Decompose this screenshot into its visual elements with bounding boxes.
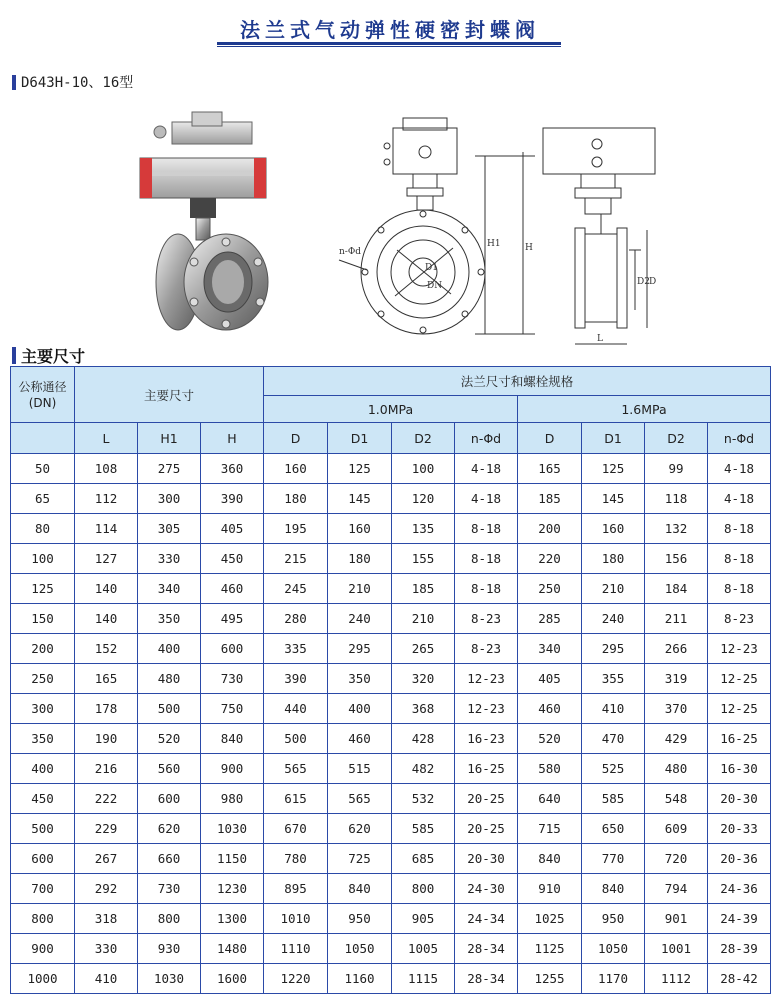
table-cell: 910 (518, 874, 582, 904)
table-cell: 495 (201, 604, 264, 634)
dim-l-label: L (597, 334, 603, 344)
dn-cell: 100 (11, 544, 75, 574)
table-cell: 295 (582, 634, 645, 664)
title-underline (217, 42, 561, 45)
table-cell: 305 (138, 514, 201, 544)
table-cell: 285 (518, 604, 582, 634)
table-cell: 335 (264, 634, 328, 664)
table-cell: 140 (75, 574, 138, 604)
column-header: D2 (392, 423, 455, 454)
dn-cell: 50 (11, 454, 75, 484)
header-dn (11, 367, 75, 423)
table-cell: 8-18 (708, 514, 771, 544)
table-row (11, 844, 771, 874)
column-header: D1 (582, 423, 645, 454)
section-title: 主要尺寸 (21, 347, 86, 366)
table-cell: 405 (518, 664, 582, 694)
table-cell: 390 (201, 484, 264, 514)
table-cell: 4-18 (708, 454, 771, 484)
table-cell: 1010 (264, 904, 328, 934)
table-cell: 350 (328, 664, 392, 694)
table-cell: 215 (264, 544, 328, 574)
table-cell: 1170 (582, 964, 645, 994)
table-cell: 114 (75, 514, 138, 544)
table-cell: 410 (75, 964, 138, 994)
column-header: n-Φd (455, 423, 518, 454)
page-title: 法兰式气动弹性硬密封蝶阀 (240, 18, 540, 42)
table-cell: 127 (75, 544, 138, 574)
table-row (11, 814, 771, 844)
table-cell: 368 (392, 694, 455, 724)
table-cell: 184 (645, 574, 708, 604)
table-cell: 1115 (392, 964, 455, 994)
table-cell: 340 (138, 574, 201, 604)
table-cell: 515 (328, 754, 392, 784)
table-cell: 8-23 (708, 604, 771, 634)
column-header: n-Φd (708, 423, 771, 454)
table-cell: 216 (75, 754, 138, 784)
table-cell: 222 (75, 784, 138, 814)
table-cell: 180 (264, 484, 328, 514)
table-cell: 4-18 (455, 484, 518, 514)
table-cell: 229 (75, 814, 138, 844)
table-cell: 118 (645, 484, 708, 514)
table-cell: 1125 (518, 934, 582, 964)
table-cell: 210 (392, 604, 455, 634)
table-cell: 318 (75, 904, 138, 934)
table-row (11, 754, 771, 784)
table-cell: 930 (138, 934, 201, 964)
table-cell: 100 (392, 454, 455, 484)
header-blank (11, 423, 75, 454)
table-cell: 108 (75, 454, 138, 484)
section-marker (12, 347, 16, 364)
table-cell: 24-36 (708, 874, 771, 904)
table-cell: 12-23 (455, 664, 518, 694)
table-cell: 525 (582, 754, 645, 784)
table-cell: 482 (392, 754, 455, 784)
table-cell: 165 (518, 454, 582, 484)
table-cell: 20-30 (708, 784, 771, 814)
table-cell: 330 (138, 544, 201, 574)
table-cell: 770 (582, 844, 645, 874)
table-cell: 28-39 (708, 934, 771, 964)
table-cell: 350 (138, 604, 201, 634)
dim-h1-label: H1 (487, 239, 501, 249)
table-cell: 1050 (328, 934, 392, 964)
table-cell: 8-18 (455, 574, 518, 604)
table-cell: 20-25 (455, 784, 518, 814)
table-cell: 266 (645, 634, 708, 664)
table-row (11, 934, 771, 964)
table-cell: 28-34 (455, 934, 518, 964)
table-cell: 8-18 (455, 544, 518, 574)
table-cell: 1030 (138, 964, 201, 994)
dimension-drawing (335, 100, 775, 352)
table-body (11, 454, 771, 994)
table-row (11, 694, 771, 724)
dim-h-label: H (525, 243, 533, 253)
table-cell: 905 (392, 904, 455, 934)
table-row (11, 454, 771, 484)
dn-cell: 200 (11, 634, 75, 664)
table-cell: 440 (264, 694, 328, 724)
table-cell: 980 (201, 784, 264, 814)
table-cell: 4-18 (708, 484, 771, 514)
table-cell: 1160 (328, 964, 392, 994)
table-cell: 240 (582, 604, 645, 634)
table-cell: 195 (264, 514, 328, 544)
header-flange: 法兰尺寸和螺栓规格 (264, 367, 771, 396)
table-cell: 300 (138, 484, 201, 514)
table-cell: 1030 (201, 814, 264, 844)
dn-cell: 800 (11, 904, 75, 934)
table-cell: 8-23 (455, 634, 518, 664)
table-cell: 720 (645, 844, 708, 874)
table-cell: 200 (518, 514, 582, 544)
dn-cell: 300 (11, 694, 75, 724)
table-cell: 840 (518, 844, 582, 874)
table-cell: 532 (392, 784, 455, 814)
table-row (11, 604, 771, 634)
table-cell: 460 (518, 694, 582, 724)
table-cell: 220 (518, 544, 582, 574)
table-cell: 950 (328, 904, 392, 934)
table-cell: 319 (645, 664, 708, 694)
table-cell: 580 (518, 754, 582, 784)
model-label: D643H-10、16型 (21, 75, 134, 91)
table-row (11, 874, 771, 904)
table-cell: 355 (582, 664, 645, 694)
table-cell: 28-42 (708, 964, 771, 994)
table-cell: 1001 (645, 934, 708, 964)
column-header: D2 (645, 423, 708, 454)
table-cell: 1220 (264, 964, 328, 994)
table-cell: 1255 (518, 964, 582, 994)
table-cell: 794 (645, 874, 708, 904)
dn-cell: 80 (11, 514, 75, 544)
table-cell: 16-30 (708, 754, 771, 784)
table-cell: 620 (328, 814, 392, 844)
model-heading (12, 72, 133, 92)
table-cell: 520 (518, 724, 582, 754)
table-row (11, 664, 771, 694)
table-row (11, 514, 771, 544)
table-cell: 1110 (264, 934, 328, 964)
table-cell: 400 (328, 694, 392, 724)
dim-d-label: D (649, 277, 657, 287)
table-cell: 600 (201, 634, 264, 664)
table-row (11, 904, 771, 934)
table-cell: 330 (75, 934, 138, 964)
table-cell: 190 (75, 724, 138, 754)
table-cell: 12-25 (708, 664, 771, 694)
table-cell: 156 (645, 544, 708, 574)
dn-cell: 500 (11, 814, 75, 844)
table-cell: 460 (201, 574, 264, 604)
table-cell: 585 (392, 814, 455, 844)
table-cell: 548 (645, 784, 708, 814)
table-cell: 24-30 (455, 874, 518, 904)
table-cell: 1480 (201, 934, 264, 964)
table-cell: 180 (582, 544, 645, 574)
table-cell: 500 (264, 724, 328, 754)
table-cell: 750 (201, 694, 264, 724)
table-row (11, 784, 771, 814)
table-cell: 840 (201, 724, 264, 754)
table-cell: 840 (328, 874, 392, 904)
table-cell: 295 (328, 634, 392, 664)
dn-cell: 700 (11, 874, 75, 904)
table-cell: 4-18 (455, 454, 518, 484)
table-cell: 685 (392, 844, 455, 874)
table-cell: 16-23 (455, 724, 518, 754)
table-cell: 20-25 (455, 814, 518, 844)
table-cell: 360 (201, 454, 264, 484)
table-cell: 160 (328, 514, 392, 544)
table-row (11, 724, 771, 754)
dn-cell: 250 (11, 664, 75, 694)
table-cell: 660 (138, 844, 201, 874)
table-cell: 245 (264, 574, 328, 604)
column-header: L (75, 423, 138, 454)
table-cell: 950 (582, 904, 645, 934)
dn-cell: 65 (11, 484, 75, 514)
table-cell: 450 (201, 544, 264, 574)
table-cell: 185 (392, 574, 455, 604)
dim-d2-label: D2 (637, 277, 650, 287)
table-cell: 480 (645, 754, 708, 784)
table-cell: 600 (138, 784, 201, 814)
table-cell: 210 (582, 574, 645, 604)
table-cell: 620 (138, 814, 201, 844)
table-cell: 900 (201, 754, 264, 784)
table-cell: 250 (518, 574, 582, 604)
valve-photo (130, 102, 300, 342)
table-cell: 480 (138, 664, 201, 694)
table-cell: 428 (392, 724, 455, 754)
table-cell: 28-34 (455, 964, 518, 994)
table-cell: 390 (264, 664, 328, 694)
table-cell: 429 (645, 724, 708, 754)
table-cell: 725 (328, 844, 392, 874)
header-dn-sub: (DN) (28, 395, 57, 410)
table-cell: 145 (582, 484, 645, 514)
table-cell: 1300 (201, 904, 264, 934)
table-cell: 132 (645, 514, 708, 544)
column-header: D (264, 423, 328, 454)
column-header: H (201, 423, 264, 454)
table-cell: 145 (328, 484, 392, 514)
table-cell: 1600 (201, 964, 264, 994)
table-cell: 185 (518, 484, 582, 514)
table-row (11, 484, 771, 514)
table-cell: 609 (645, 814, 708, 844)
table-cell: 8-23 (455, 604, 518, 634)
header-dn-label: 公称通径 (18, 379, 67, 394)
table-row (11, 634, 771, 664)
heading-marker (12, 75, 16, 90)
table-cell: 265 (392, 634, 455, 664)
table-cell: 125 (582, 454, 645, 484)
table-cell: 895 (264, 874, 328, 904)
table-cell: 112 (75, 484, 138, 514)
table-cell: 8-18 (455, 514, 518, 544)
table-cell: 320 (392, 664, 455, 694)
header-pressure-10: 1.0MPa (264, 396, 518, 423)
table-row (11, 544, 771, 574)
dn-cell: 450 (11, 784, 75, 814)
table-cell: 160 (264, 454, 328, 484)
title-underline-thin (217, 46, 561, 47)
table-cell: 140 (75, 604, 138, 634)
dn-cell: 150 (11, 604, 75, 634)
dim-dn-label: DN (427, 281, 443, 291)
table-cell: 405 (201, 514, 264, 544)
dimensions-table (10, 366, 771, 994)
table-row (11, 964, 771, 994)
table-cell: 400 (138, 634, 201, 664)
table-cell: 730 (201, 664, 264, 694)
table-cell: 670 (264, 814, 328, 844)
table-cell: 125 (328, 454, 392, 484)
table-cell: 1230 (201, 874, 264, 904)
table-cell: 460 (328, 724, 392, 754)
table-cell: 20-30 (455, 844, 518, 874)
table-cell: 520 (138, 724, 201, 754)
dim-nphid-label: n-Φd (339, 247, 361, 257)
column-header: D (518, 423, 582, 454)
dn-cell: 125 (11, 574, 75, 604)
table-cell: 715 (518, 814, 582, 844)
table-cell: 20-33 (708, 814, 771, 844)
table-cell: 565 (328, 784, 392, 814)
table-cell: 16-25 (708, 724, 771, 754)
table-cell: 12-25 (708, 694, 771, 724)
table-cell: 615 (264, 784, 328, 814)
table-cell: 267 (75, 844, 138, 874)
table-cell: 640 (518, 784, 582, 814)
table-cell: 730 (138, 874, 201, 904)
table-cell: 901 (645, 904, 708, 934)
table-cell: 650 (582, 814, 645, 844)
section-heading (12, 344, 85, 367)
table-cell: 800 (392, 874, 455, 904)
table-cell: 210 (328, 574, 392, 604)
table-cell: 1112 (645, 964, 708, 994)
table-cell: 800 (138, 904, 201, 934)
table-cell: 20-36 (708, 844, 771, 874)
table-cell: 1025 (518, 904, 582, 934)
table-cell: 370 (645, 694, 708, 724)
table-row (11, 574, 771, 604)
table-cell: 180 (328, 544, 392, 574)
table-cell: 24-34 (455, 904, 518, 934)
table-cell: 1050 (582, 934, 645, 964)
table-cell: 178 (75, 694, 138, 724)
table-cell: 120 (392, 484, 455, 514)
column-header: D1 (328, 423, 392, 454)
table-cell: 780 (264, 844, 328, 874)
column-header: H1 (138, 423, 201, 454)
dn-cell: 350 (11, 724, 75, 754)
dn-cell: 900 (11, 934, 75, 964)
table-cell: 8-18 (708, 574, 771, 604)
table-cell: 275 (138, 454, 201, 484)
table-cell: 410 (582, 694, 645, 724)
table-cell: 160 (582, 514, 645, 544)
table-cell: 12-23 (455, 694, 518, 724)
table-cell: 1005 (392, 934, 455, 964)
table-cell: 500 (138, 694, 201, 724)
table-cell: 280 (264, 604, 328, 634)
table-cell: 840 (582, 874, 645, 904)
table-cell: 340 (518, 634, 582, 664)
header-pressure-16: 1.6MPa (518, 396, 771, 423)
table-cell: 560 (138, 754, 201, 784)
table-cell: 135 (392, 514, 455, 544)
table-cell: 99 (645, 454, 708, 484)
table-cell: 211 (645, 604, 708, 634)
table-cell: 292 (75, 874, 138, 904)
table-cell: 24-39 (708, 904, 771, 934)
table-cell: 240 (328, 604, 392, 634)
table-cell: 8-18 (708, 544, 771, 574)
table-cell: 585 (582, 784, 645, 814)
table-cell: 152 (75, 634, 138, 664)
table-cell: 1150 (201, 844, 264, 874)
table-cell: 16-25 (455, 754, 518, 784)
header-main-dimensions: 主要尺寸 (75, 367, 264, 423)
table-cell: 155 (392, 544, 455, 574)
table-cell: 165 (75, 664, 138, 694)
dim-d1-label: D1 (425, 263, 438, 273)
table-cell: 470 (582, 724, 645, 754)
dn-cell: 400 (11, 754, 75, 784)
table-cell: 12-23 (708, 634, 771, 664)
dn-cell: 1000 (11, 964, 75, 994)
dn-cell: 600 (11, 844, 75, 874)
table-cell: 565 (264, 754, 328, 784)
